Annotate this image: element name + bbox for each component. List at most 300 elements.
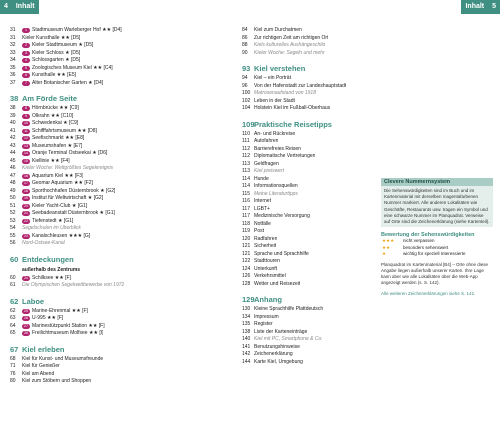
toc-entry[interactable] — [10, 113, 190, 121]
entry-title: Matrosenaufstand von 1918 — [254, 90, 316, 96]
sidebar-body: Die Sehenswürdigkeiten sind im Buch und im Kartenmaterial mit derselben magentafarbenen Nummer markiert. Alle anderen Lokalitäten wie Geschäfte, Restaurants usw. tragen ein Symbol und eine schwarze Nummer im Planquadrat. Verweise auf Orte sind die Zeichenerklärung (siehe Kartenteil). — [381, 186, 493, 227]
entry-title: Kieler Kunsthalle ★★ [D5] — [22, 34, 81, 41]
toc-entry[interactable] — [242, 198, 377, 206]
entry-title: Kiel erleben — [22, 344, 65, 354]
sidebar-heading: Clevere Nummernsystem — [381, 178, 493, 186]
toc-column-middle — [242, 27, 377, 366]
page-number: 33 — [10, 49, 16, 56]
page-number: 88 — [242, 42, 248, 48]
entry-title: Die Olympischen Segelwettbewerbe von 1972 — [22, 282, 125, 288]
toc-entry[interactable] — [10, 203, 190, 211]
page-number-right: 5 — [492, 3, 496, 10]
page-number: 31 — [10, 34, 16, 41]
page-number: 135 — [242, 321, 251, 327]
entry-title: Kiel – ein Porträt — [254, 75, 291, 81]
entry-title: Kiel zum Stöbern und Shoppen — [22, 378, 92, 384]
section-subtitle: außerhalb des Zentrums — [22, 266, 81, 273]
page-number: 40 — [10, 120, 16, 126]
toc-entry[interactable] — [10, 128, 190, 136]
page-number: 34 — [10, 57, 16, 63]
section-heading[interactable] — [10, 297, 190, 306]
toc-entry[interactable] — [10, 195, 190, 203]
entry-title: Kieler Woche: Weltgrößtes Segelereignis — [22, 165, 114, 171]
entry-title: Praktische Reisetipps — [254, 119, 332, 129]
toc-entry[interactable] — [242, 351, 377, 359]
toc-entry[interactable] — [10, 165, 190, 173]
entry-title: Stadtmuseum Warleberger Hof ★★ [D4] — [32, 27, 122, 33]
page-number: 140 — [242, 336, 251, 342]
page-number: 128 — [242, 280, 251, 287]
toc-entry[interactable] — [10, 143, 190, 151]
entry-title: Schwedenkai ★ [C9] — [32, 120, 79, 126]
entry-title: Kiel zum Durchatmen — [254, 27, 302, 33]
page-number: 44 — [10, 150, 16, 156]
entry-title: Informationsquellen — [254, 183, 298, 189]
page-number: 109 — [242, 119, 255, 129]
entry-title: Register — [254, 321, 273, 327]
entry-title: Leben in der Stadt — [254, 97, 295, 104]
page-number: 36 — [10, 72, 16, 78]
page-number: 110 — [242, 130, 250, 137]
toc-entry[interactable] — [10, 282, 190, 290]
page-number: 71 — [10, 363, 16, 369]
page-number: 113 — [242, 168, 250, 174]
toc-entry[interactable] — [242, 329, 377, 337]
toc-entry[interactable] — [10, 315, 190, 323]
page-number: 62 — [10, 307, 16, 314]
entry-title: Impressum — [254, 313, 279, 320]
map-pin-icon: 3 — [22, 51, 30, 56]
page-number: 42 — [10, 135, 16, 141]
page-number: 84 — [242, 27, 248, 33]
toc-entry[interactable] — [242, 83, 377, 91]
map-pin-icon: 28 — [22, 331, 30, 336]
toc-entry[interactable] — [242, 344, 377, 352]
entry-title: Kiel mit PC, Smartphone & Co. — [254, 336, 323, 342]
toc-entry[interactable] — [242, 183, 377, 191]
page-number: 144 — [242, 358, 251, 365]
toc-entry[interactable] — [242, 314, 377, 322]
entry-title: Barrierefreies Reisen — [254, 145, 301, 152]
map-pin-icon: 16 — [22, 174, 30, 179]
toc-entry[interactable] — [10, 150, 190, 158]
page-number: 60 — [10, 254, 19, 264]
page-number: 112 — [242, 145, 250, 152]
toc-entry[interactable] — [10, 240, 190, 248]
map-pin-icon: 19 — [22, 196, 30, 201]
page-number: 111 — [242, 138, 250, 144]
page-number: 43 — [10, 142, 16, 149]
page-number: 52 — [10, 210, 16, 216]
toc-entry[interactable] — [10, 65, 190, 73]
page-tab-right — [461, 0, 500, 14]
page-number: 45 — [10, 157, 16, 164]
entry-title: Meine Literaturtipps — [254, 190, 298, 197]
legend-label: nicht verpassen — [403, 238, 435, 244]
page-number: 47 — [10, 172, 16, 179]
entry-title: U-995 ★★ [F] — [32, 315, 64, 321]
toc-entry[interactable] — [242, 50, 377, 58]
map-pin-icon: 17 — [22, 181, 30, 186]
map-pin-icon: 23 — [22, 234, 30, 239]
map-pin-icon: 22 — [22, 219, 30, 224]
legend-label: wichtig für speziell Interessierte — [403, 251, 466, 257]
page-number: 54 — [10, 225, 16, 231]
entry-title: Zur richtigen Zeit am richtigen Ort — [254, 34, 329, 41]
entry-title: Am Förde Seite — [22, 94, 78, 103]
entry-title: Diplomatische Vertretungen — [254, 153, 316, 159]
page-number: 56 — [10, 240, 16, 246]
page-number: 138 — [242, 328, 251, 335]
toc-entry[interactable] — [10, 72, 190, 80]
entry-title: Kiel am Abend — [22, 370, 55, 377]
toc-entry[interactable] — [10, 158, 190, 166]
toc-entry[interactable] — [10, 27, 190, 35]
entry-title: Nord-Ostsee-Kanal — [22, 240, 65, 246]
spacer — [10, 248, 190, 252]
page-number: 51 — [10, 202, 16, 209]
entry-title: Marinestützpunkt Station ★★ [F] — [32, 322, 105, 329]
section-heading[interactable] — [10, 345, 190, 354]
entry-title: Seefischmarkt ★★ [E8] — [32, 135, 85, 141]
legend-list — [381, 238, 493, 258]
entry-title: Schilksee ★★ [F] — [32, 274, 71, 281]
page-number: 102 — [242, 97, 251, 104]
page-number: 112 — [242, 153, 250, 159]
entry-title: Kiel verstehen — [254, 64, 306, 73]
entry-title: Marine-Ehrenmal ★★ [F] — [32, 307, 88, 314]
toc-entry[interactable] — [242, 131, 377, 139]
page-number: 60 — [10, 274, 16, 281]
page-number: 61 — [10, 282, 16, 288]
page-number: 63 — [10, 315, 16, 321]
page-number: 124 — [242, 265, 251, 272]
toc-entry[interactable] — [10, 173, 190, 181]
page-number: 35 — [10, 64, 16, 71]
entry-title: Kunsthalle ★★ [E5] — [32, 72, 76, 78]
map-pin-icon: 25 — [22, 309, 30, 314]
entry-title: Geomar Aquarium ★★ [F2] — [32, 180, 93, 186]
page-number: 38 — [10, 105, 16, 111]
section-heading[interactable] — [242, 64, 377, 73]
toc-entry[interactable] — [242, 161, 377, 169]
entry-title: Kiel preiswert — [254, 168, 285, 174]
map-pin-icon: 15 — [22, 159, 30, 164]
page-number: 94 — [242, 75, 248, 81]
entry-title: Schifffahrtsmuseum ★★ [D8] — [32, 127, 97, 134]
entry-title: Zeichenerklärung — [254, 351, 293, 357]
toc-entry[interactable] — [10, 330, 190, 338]
page-number: 32 — [10, 42, 16, 48]
toc-entry[interactable] — [242, 176, 377, 184]
map-pin-icon: 5 — [22, 66, 30, 71]
page-title-right: Inhalt — [465, 3, 485, 10]
toc-entry[interactable] — [242, 75, 377, 83]
map-pin-icon: 27 — [22, 324, 30, 329]
page-number: 114 — [242, 183, 250, 189]
toc-entry[interactable] — [10, 356, 190, 364]
map-pin-icon: 18 — [22, 189, 30, 194]
toc-entry[interactable] — [10, 210, 190, 218]
page-number: 100 — [242, 90, 251, 96]
page-number: 114 — [242, 175, 250, 182]
toc-entry[interactable] — [242, 213, 377, 221]
toc-entry[interactable] — [242, 243, 377, 251]
page-number: 116 — [242, 198, 250, 204]
entry-title: Internet — [254, 198, 271, 204]
entry-title: Geldfragen — [254, 160, 279, 167]
toc-entry[interactable] — [242, 359, 377, 367]
section-heading[interactable] — [242, 295, 377, 304]
toc-entry[interactable] — [10, 371, 190, 379]
entry-title: Sicherheit — [254, 243, 277, 249]
map-pin-icon: 10 — [22, 121, 30, 126]
toc-entry[interactable] — [10, 120, 190, 128]
toc-entry[interactable] — [242, 168, 377, 176]
rating-stars-icon: ★★ — [382, 244, 391, 250]
entry-title: Kiellinie ★★ [F4] — [32, 157, 70, 164]
entry-title: Radfahren — [254, 235, 278, 242]
page-number: 96 — [242, 82, 248, 89]
toc-entry[interactable] — [242, 281, 377, 289]
toc-entry[interactable] — [242, 251, 377, 259]
toc-entry[interactable] — [242, 146, 377, 154]
page-number: 120 — [242, 235, 251, 242]
page-number: 119 — [242, 228, 250, 234]
toc-entry[interactable] — [242, 206, 377, 214]
entry-title: Ölkrahn ★★ [C10] — [32, 112, 74, 119]
toc-entry[interactable] — [10, 50, 190, 58]
map-pin-icon: 13 — [22, 144, 30, 149]
entry-title: Benutzungshinweise — [254, 343, 300, 350]
toc-entry[interactable] — [10, 180, 190, 188]
entry-title: Post — [254, 228, 265, 234]
page-number: 48 — [10, 180, 16, 186]
spacer — [10, 338, 190, 342]
page-number: 76 — [10, 370, 16, 377]
page-number-left: 4 — [4, 3, 8, 10]
map-pin-icon: 21 — [22, 211, 30, 216]
entry-title: Kieler Yacht-Club ★ [G1] — [32, 202, 88, 209]
entry-title: Seebadeanstalt Düsternbrook ★ [G1] — [32, 210, 115, 216]
entry-title: Segelschulen im Überblick — [22, 225, 81, 231]
entry-title: Aquarium Kiel ★★ [F3] — [32, 172, 84, 179]
page-title-left: Inhalt — [15, 3, 35, 10]
page-number: 49 — [10, 187, 16, 194]
entry-title: Holstein Kiel im Fußball-Oberhaus — [254, 105, 331, 111]
toc-entry[interactable] — [10, 323, 190, 331]
page-number: 68 — [10, 355, 16, 362]
legend-sidebar — [381, 178, 493, 297]
entry-title: Schlossgarten ★ [D5] — [32, 57, 81, 63]
map-pin-icon: 11 — [22, 129, 30, 134]
page-number: 104 — [242, 105, 251, 111]
map-pin-icon: 12 — [22, 136, 30, 141]
page-number: 141 — [242, 343, 251, 350]
page-number: 122 — [242, 258, 251, 264]
entry-title: Alter Botanischer Garten ★ [D4] — [32, 79, 104, 86]
toc-entry[interactable] — [242, 273, 377, 281]
map-pin-icon: 24 — [22, 276, 30, 281]
page-number: 53 — [10, 217, 16, 224]
page-tab-left — [0, 0, 39, 14]
toc-entry[interactable] — [10, 57, 190, 65]
map-pin-icon: 1 — [22, 28, 30, 33]
section-heading[interactable] — [10, 94, 190, 103]
entry-title: Kleine Sprachhilfe Plattdeutsch — [254, 306, 324, 312]
page-number: 41 — [10, 127, 16, 134]
page-number: 115 — [242, 190, 250, 197]
page-number: 31 — [10, 27, 16, 33]
entry-title: Autofahren — [254, 138, 279, 144]
more-legend-note: Alle weiteren Zeichenerklärungen siehe S. 142. — [381, 290, 476, 296]
page-number: 121 — [242, 243, 251, 249]
entry-title: Hunde — [254, 175, 269, 182]
entry-title: Kiels kulturelles Aushängeschild — [254, 42, 326, 48]
page-number: 142 — [242, 351, 251, 357]
toc-entry[interactable] — [10, 378, 190, 386]
toc-entry[interactable] — [242, 35, 377, 43]
map-pin-icon: 14 — [22, 151, 30, 156]
page-number: 117 — [242, 213, 250, 219]
legend-label: besonders sehenswert — [403, 244, 449, 250]
toc-entry[interactable] — [10, 218, 190, 226]
entry-title: Unterkunft — [254, 265, 278, 272]
toc-entry[interactable] — [242, 191, 377, 199]
entry-title: Oranje Terminal Ostseekai ★ [D6] — [32, 150, 108, 156]
toc-entry[interactable] — [10, 233, 190, 241]
entry-title: Kiel für Genießer — [22, 363, 60, 369]
entry-title: Sprache und Sprachhilfe — [254, 250, 309, 257]
page-number: 65 — [10, 330, 16, 336]
page-number: 37 — [10, 79, 16, 86]
toc-entry[interactable] — [242, 306, 377, 314]
toc-entry[interactable] — [242, 42, 377, 50]
spacer — [10, 87, 190, 91]
entry-title: Museumshafen ★ [E7] — [32, 142, 83, 149]
toc-entry[interactable] — [242, 27, 377, 35]
spacer — [242, 57, 377, 61]
page-number: 126 — [242, 273, 251, 279]
entry-title: Kieler Woche: Segeln und mehr — [254, 49, 325, 56]
page-number: 118 — [242, 220, 250, 227]
toc-entry[interactable] — [242, 258, 377, 266]
page-number: 64 — [10, 322, 16, 329]
entry-title: Notfälle — [254, 220, 271, 227]
rating-stars-icon: ★ — [382, 251, 387, 257]
entry-title: Kieler Schloss ★ [D5] — [32, 49, 81, 56]
entry-title: Anhang — [254, 295, 282, 304]
section-heading[interactable] — [242, 120, 377, 129]
entry-title: Wetter und Reisezeit — [254, 280, 301, 287]
map-pin-icon: 2 — [22, 43, 30, 48]
page-number: 55 — [10, 232, 16, 239]
entry-title: Tiefenstedt ★ [G1] — [32, 217, 74, 224]
toc-entry[interactable] — [242, 90, 377, 98]
page-number: 86 — [242, 34, 248, 41]
map-pin-icon: 9 — [22, 114, 30, 119]
spacer — [242, 113, 377, 117]
entry-title: Medizinische Versorgung — [254, 213, 310, 219]
entry-title: Hörnbrücke ★★ [C9] — [32, 105, 79, 111]
toc-entry[interactable] — [10, 308, 190, 316]
page-number: 46 — [10, 165, 16, 171]
entry-title: Verkehrsmittel — [254, 273, 286, 279]
page-number: 117 — [242, 205, 250, 212]
spacer — [10, 290, 190, 294]
page-number: 130 — [242, 306, 251, 312]
entry-title: LGBT+ — [254, 205, 270, 212]
page-number: 38 — [10, 94, 19, 103]
rating-stars-icon: ★★★ — [382, 238, 395, 244]
entry-title: Freilichtmuseum Molfsee ★★ [I] — [32, 330, 104, 336]
toc-entry[interactable] — [242, 221, 377, 229]
page-number: 50 — [10, 195, 16, 201]
section-heading[interactable] — [10, 255, 190, 273]
toc-entry[interactable] — [10, 42, 190, 50]
entry-title: An- und Rückreise — [254, 130, 296, 137]
page-number: 39 — [10, 112, 16, 119]
toc-entry[interactable] — [242, 105, 377, 113]
toc-entry[interactable] — [242, 228, 377, 236]
toc-entry[interactable] — [10, 188, 190, 196]
toc-entry[interactable] — [242, 336, 377, 344]
entry-title: Institut für Weltwirtschaft ★ [G2] — [32, 195, 104, 201]
entry-title: Sporthochhafen Düsternbrook ★ [G2] — [32, 187, 116, 194]
entry-title: Laboe — [22, 296, 45, 306]
entry-title: Stadttouren — [254, 258, 280, 264]
map-pin-icon: 20 — [22, 204, 30, 209]
entry-title: Zoologisches Museum Kiel ★★ [C4] — [32, 64, 113, 71]
page-number: 134 — [242, 313, 251, 320]
toc-entry[interactable] — [242, 153, 377, 161]
entry-title: Kieler Stadtmuseum ★ [D5] — [32, 42, 94, 48]
toc-entry[interactable] — [10, 80, 190, 88]
toc-entry[interactable] — [242, 321, 377, 329]
entry-title: Von der Hafenstadt zur Landeshauptstadt — [254, 82, 347, 89]
toc-entry[interactable] — [242, 236, 377, 244]
page-number: 80 — [10, 378, 16, 384]
entry-title: Karte Kiel, Umgebung — [254, 358, 303, 365]
toc-entry[interactable] — [242, 266, 377, 274]
grid-note: Planquadrat im Kartenmaterial [B4] – Orte ohne diese Angabe liegen außerhalb unserer Karten. Ihre Lage kann aber wie alle Lokalitäten über die Web-App angezeigt werden (s. S. 142). — [381, 261, 489, 286]
legend-heading: Bewertung der Sehenswürdigkeiten — [381, 232, 475, 239]
page-number: 113 — [242, 160, 250, 167]
toc-entry[interactable] — [10, 105, 190, 113]
toc-entry[interactable] — [10, 35, 190, 43]
page-number: 62 — [10, 296, 19, 306]
toc-entry[interactable] — [10, 275, 190, 283]
map-pin-icon: 4 — [22, 58, 30, 63]
toc-column-left — [10, 27, 190, 386]
map-pin-icon: 6 — [22, 73, 30, 78]
page-number: 67 — [10, 344, 19, 354]
toc-entry[interactable] — [242, 138, 377, 146]
map-pin-icon: 26 — [22, 316, 30, 321]
entry-title: Kanalschleusen ★★★ [G] — [32, 232, 91, 239]
entry-title: Entdeckungen — [22, 254, 74, 264]
entry-title: Liste der Karteneinträge — [254, 328, 308, 335]
toc-entry[interactable] — [10, 135, 190, 143]
page-number: 90 — [242, 49, 248, 56]
legend-row — [381, 251, 493, 258]
page-number: 93 — [242, 64, 251, 73]
toc-entry[interactable] — [10, 225, 190, 233]
toc-entry[interactable] — [242, 98, 377, 106]
spacer — [242, 288, 377, 292]
map-pin-icon: 7 — [22, 81, 30, 86]
toc-entry[interactable] — [10, 363, 190, 371]
